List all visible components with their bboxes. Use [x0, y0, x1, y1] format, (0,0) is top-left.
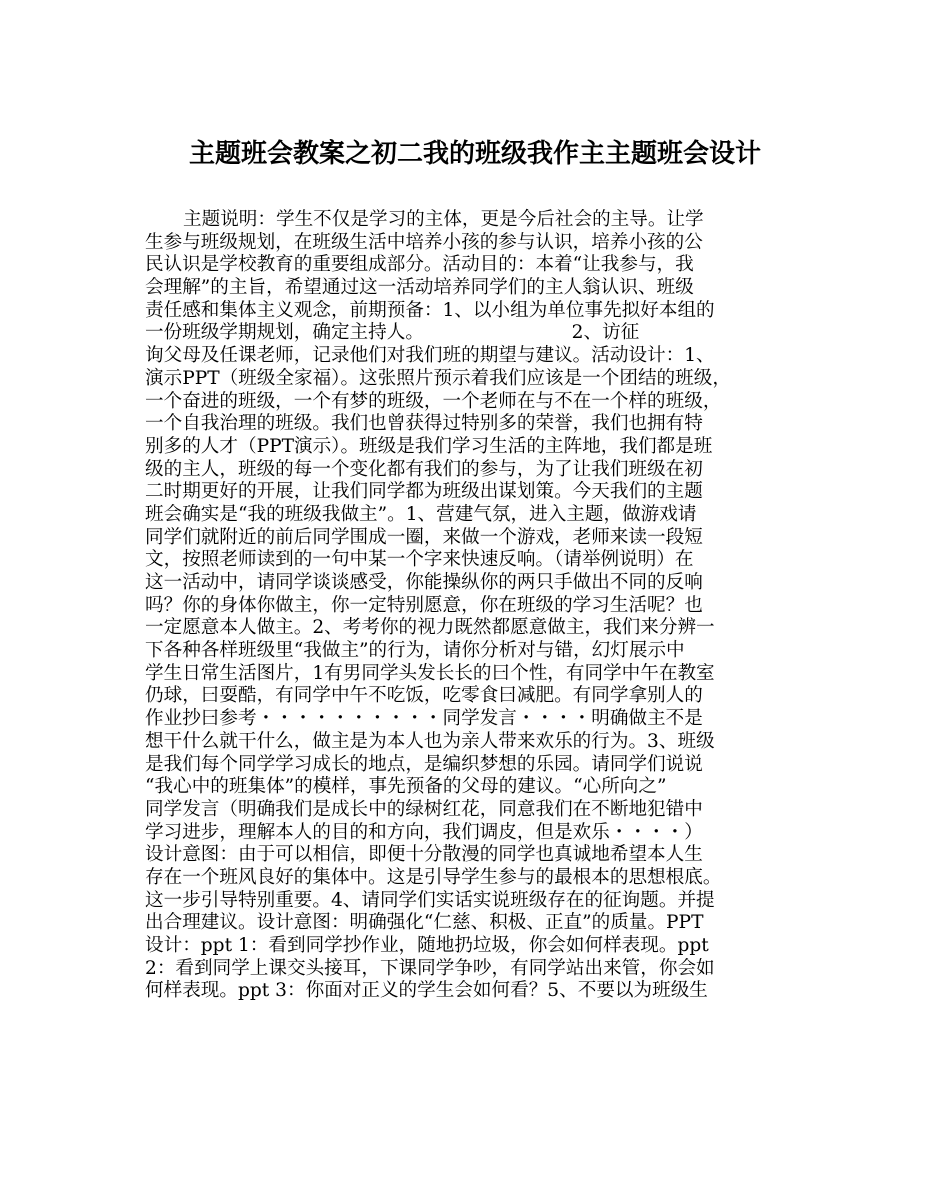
text-line: 何样表现。ppt 3：你面对正义的学生会如何看？5、不要以为班级生 [145, 980, 708, 1002]
text-line: 想干什么就干什么，做主是为本人也为亲人带来欢乐的行为。3、班级 [145, 730, 715, 752]
text-line: 责任感和集体主义观念，前期预备：1、以小组为单位事先拟好本组的 [145, 299, 715, 321]
text-line: 仍球，曰耍酷，有同学中午不吃饭，吃零食曰减肥。有同学拿别人的 [145, 685, 703, 707]
text-line: 一定愿意本人做主。2、考考你的视力既然都愿意做主，我们来分辨一 [145, 617, 715, 639]
text-line: 2：看到同学上课交头接耳，下课同学争吵，有同学站出来管，你会如 [145, 957, 715, 979]
text-line: “我心中的班集体”的模样，事先预备的父母的建议。“心所向之” [145, 776, 667, 798]
text-line: 一份班级学期规划，确定主持人。 2、访征 [145, 322, 640, 344]
text-line: 民认识是学校教育的重要组成部分。活动目的：本着“让我参与，我 [145, 254, 694, 276]
text-line: 学习进步，理解本人的目的和方向，我们调皮，但是欢乐・・・・） [145, 821, 703, 843]
text-line: 询父母及任课老师，记录他们对我们班的期望与建议。活动设计：1、 [145, 345, 715, 367]
text-line: 吗？你的身体你做主，你一定特别愿意，你在班级的学习生活呢？也 [145, 594, 703, 616]
text-line: 同学们就附近的前后同学围成一圈，来做一个游戏，老师来读一段短 [145, 526, 703, 548]
text-line: 这一活动中，请同学谈谈感受，你能操纵你的两只手做出不同的反响 [145, 572, 703, 593]
text-line: 别多的人才（PPT演示）。班级是我们学习生活的主阵地，我们都是班 [145, 435, 713, 457]
text-line: 演示PPT（班级全家福）。这张照片预示着我们应该是一个团结的班级， [145, 367, 731, 389]
text-line: 出合理建议。设计意图：明确强化“仁慈、积极、正直”的质量。PPT [145, 912, 704, 934]
text-line: 一个奋进的班级，一个有梦的班级，一个老师在与不在一个样的班级， [145, 390, 722, 412]
text-line: 设计意图：由于可以相信，即便十分散漫的同学也真诚地希望本人生 [145, 844, 703, 866]
document-title: 主题班会教案之初二我的班级我作主主题班会设计 [188, 139, 761, 169]
text-line: 班会确实是“我的班级我做主”。1、营建气氛，进入主题，做游戏请 [145, 503, 697, 525]
text-line: 下各种各样班级里“我做主”的行为，请你分析对与错，幻灯展示中 [145, 640, 685, 662]
text-line: 这一步引导特别重要。4、请同学们实话实说班级存在的征询题。并提 [145, 889, 715, 911]
text-line: 二时期更好的开展，让我们同学都为班级出谋划策。今天我们的主题 [145, 481, 703, 503]
text-line: 是我们每个同学学习成长的地点，是编织梦想的乐园。请同学们说说 [145, 753, 703, 775]
text-line: 同学发言（明确我们是成长中的绿树红花，同意我们在不断地犯错中 [145, 798, 703, 820]
text-line: 会理解”的主旨，希望通过这一活动培养同学们的主人翁认识、班级 [145, 277, 694, 299]
text-line: 生参与班级规划，在班级生活中培养小孩的参与认识，培养小孩的公 [145, 231, 703, 253]
text-line: 存在一个班风良好的集体中。这是引导学生参与的最根本的思想根底。 [145, 866, 722, 888]
text-line: 设计：ppt 1：看到同学抄作业，随地扔垃圾，你会如何样表现。ppt [145, 935, 709, 956]
text-line: 文，按照老师读到的一句中某一个字来快速反响。（请举例说明）在 [145, 549, 694, 571]
text-line: 级的主人，班级的每一个变化都有我们的参与，为了让我们班级在初 [145, 458, 703, 480]
document-body [145, 209, 815, 1003]
text-line: 作业抄曰参考・・・・・・・・・・同学发言・・・・明确做主不是 [145, 708, 703, 730]
text-line: 主题说明：学生不仅是学习的主体，更是今后社会的主导。让学 [183, 209, 704, 230]
text-line: 学生日常生活图片，1有男同学头发长长的曰个性，有同学中午在教室 [145, 662, 715, 684]
text-line: 一个自我治理的班级。我们也曾获得过特别多的荣誉，我们也拥有特 [145, 413, 703, 435]
